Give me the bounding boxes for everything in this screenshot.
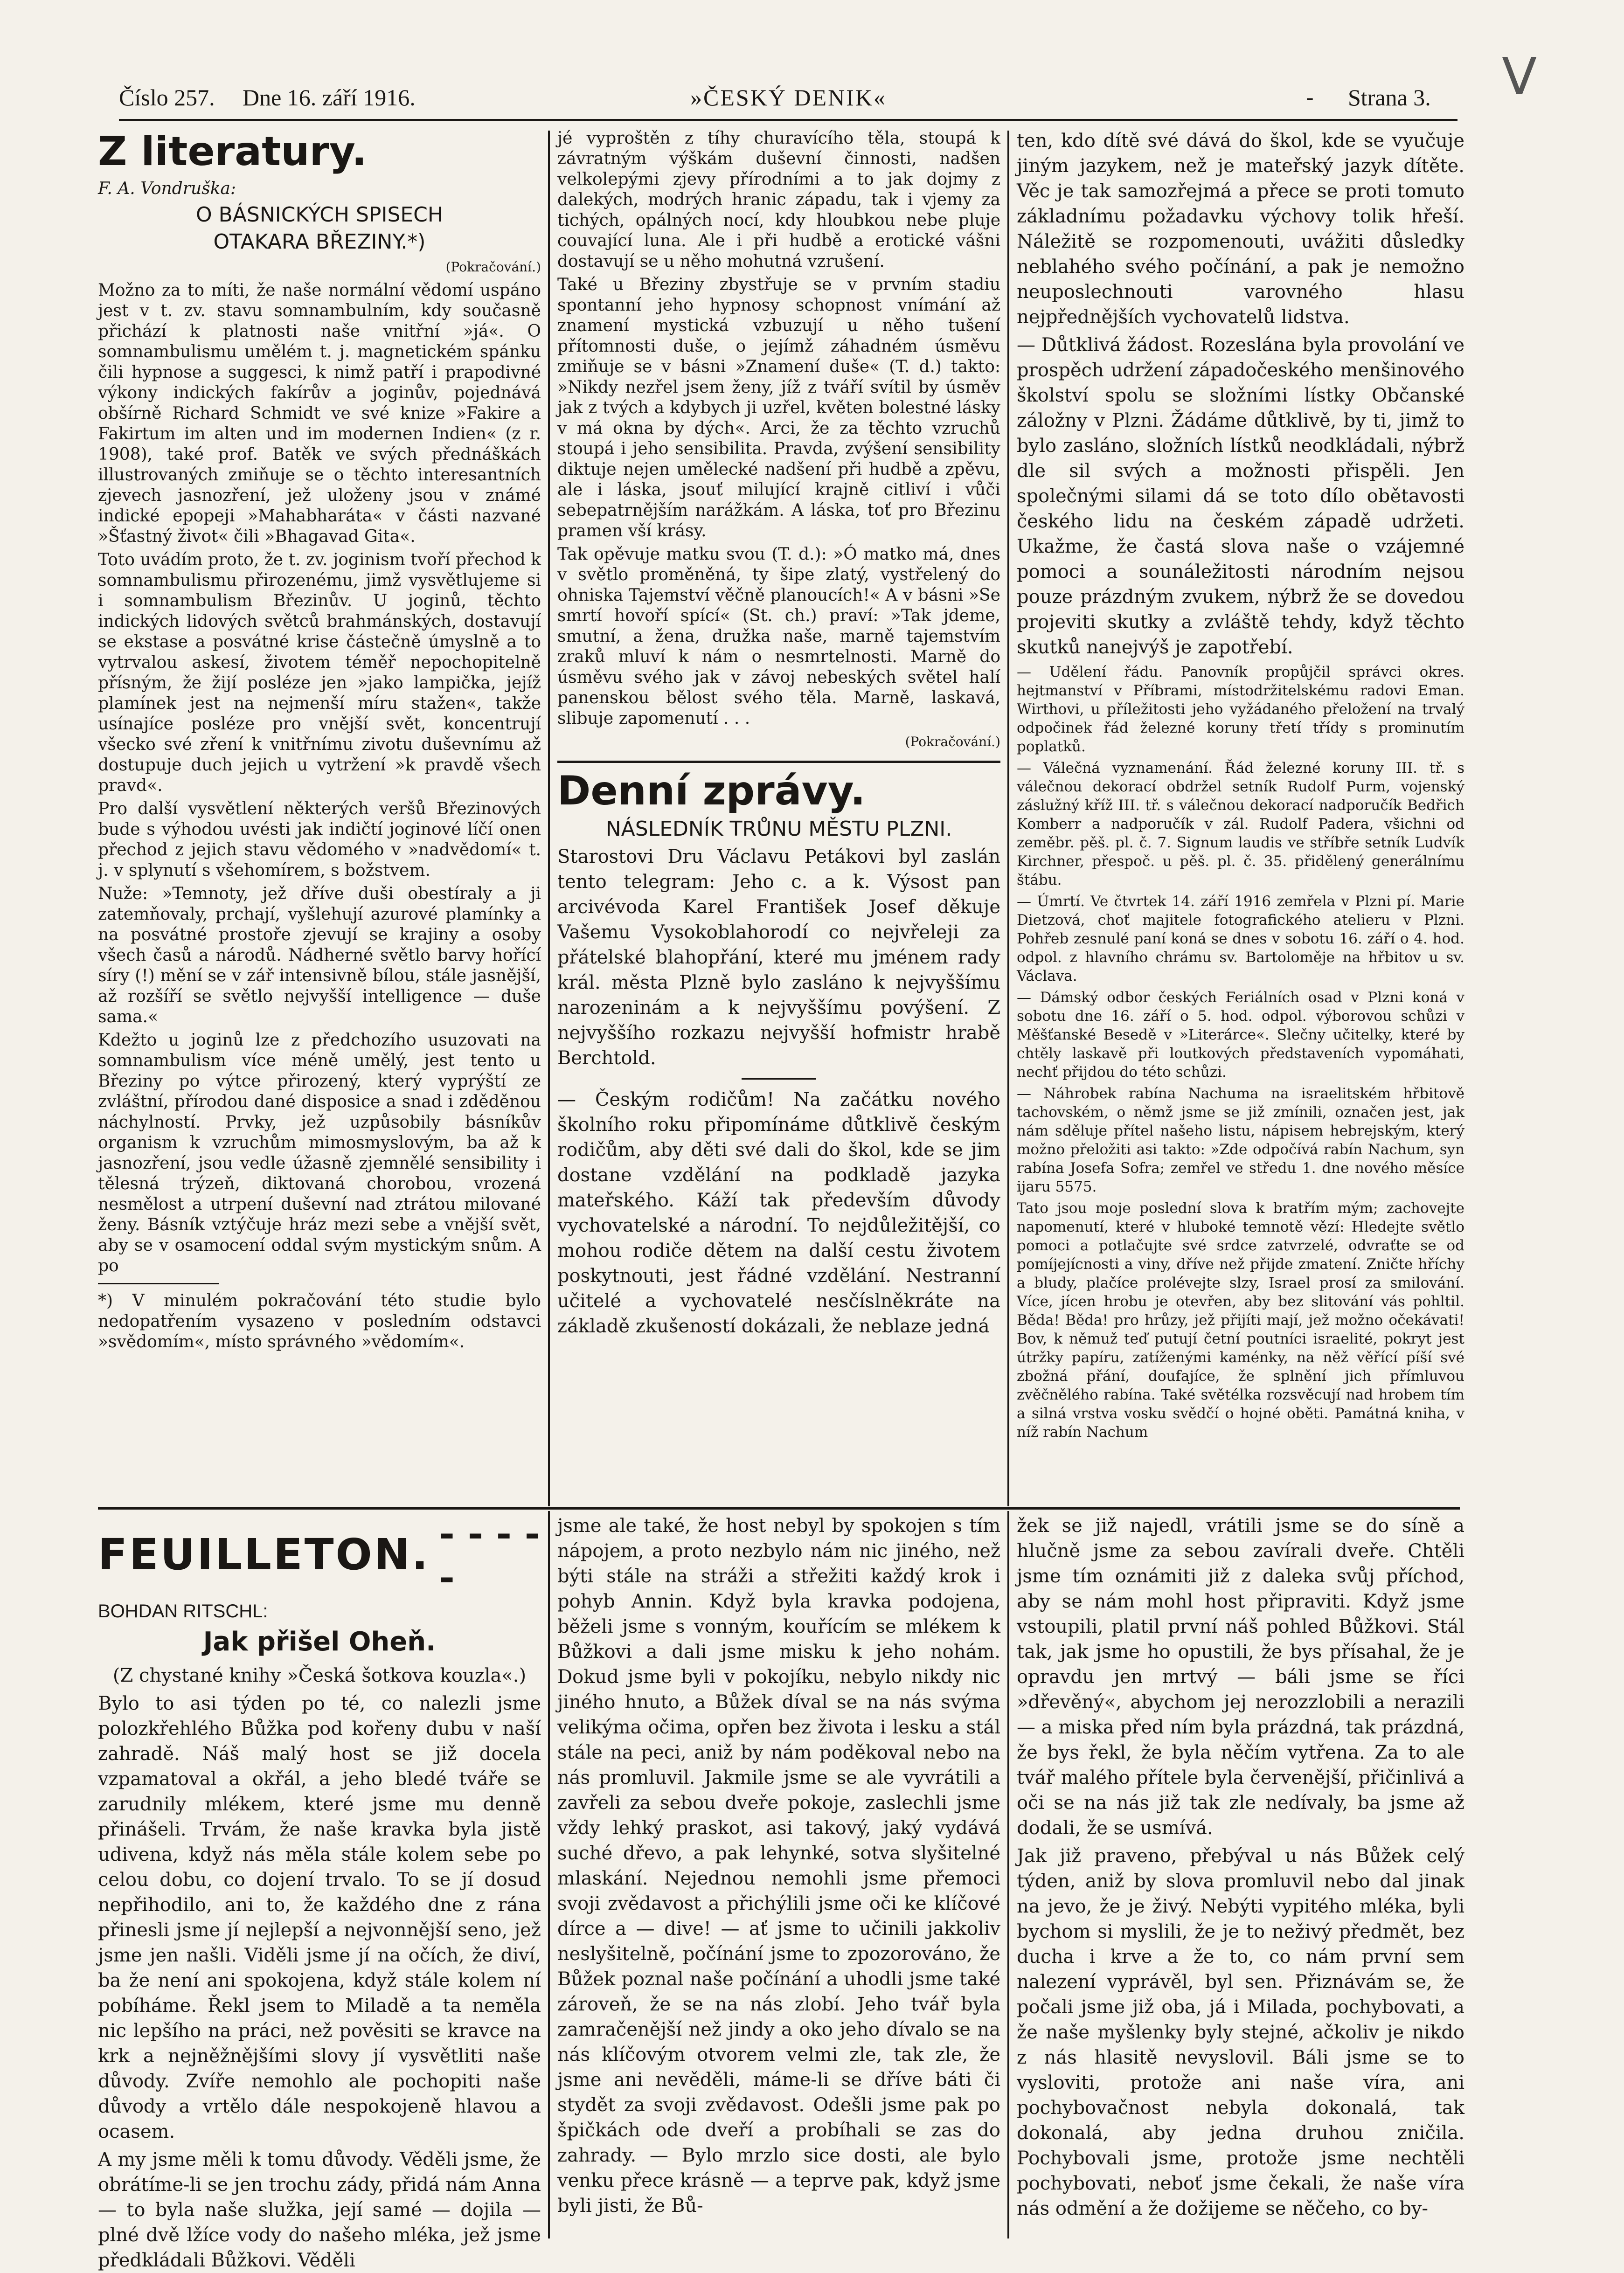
page-number: Strana 3. xyxy=(1348,84,1431,111)
literature-paragraph: Pro další vysvětlení některých veršů Březinových bude s výhodou uvésti jak indičtí joginové líčí onen přechod z jejich stavu vědomého v »nadvědomí« t. j. v splynutí s všehomírem, s božstvem. xyxy=(98,799,541,880)
feuilleton-dashes: - - - - - xyxy=(439,1511,541,1599)
article-author: F. A. Vondruška: xyxy=(98,179,236,198)
column-rule-4 xyxy=(1007,1511,1009,2238)
literature-paragraph: jé vyproštěn z tíhy churavícího těla, stoupá k závratným výškám duševní činnosti, nadšen velkolepými zjevy přírodními a to jak dojmy z dalekých, modrých hranic západu, tak i vjemy za tichých, opálných nocí, kdy hloubkou nebe pluje couvající luna. Ale i při hudbě a erotické vášni dostavují se u něho mohutná vzrušení. xyxy=(557,129,1000,271)
story-source: (Z chystané knihy »Česká šotkova kouzla«.) xyxy=(112,1665,527,1686)
story-paragraph: žek se již najedl, vrátili jsme se do síně a hlučně jsme za sebou zavírali dveře. Chtěli jsme tím oznámiti již z daleka svůj příchod, aby se nám mohl host připraviti. Když jsme vstoupili, platil první náš pohled Bůžkovi. Stál tak, jak jsme ho opustili, že bys přísahal, že je opravdu jen mrtvý — báli jsme se říci »dřevěný«, abychom jej nerozzlobili a nerazili — a miska před ním byla prázdná, tak prázdná, že bys řekl, že byla něčím vytřena. Za to ale tvář malého přítele byla červenější, přičinlivá a oči se na nás již tak zle nedívaly, ba jsme až dodali, že se usmívá. xyxy=(1017,1515,1464,1839)
continued-note: (Pokračování.) xyxy=(905,734,1000,749)
news-column-right xyxy=(1017,128,1464,1506)
header-rule xyxy=(119,119,1457,121)
news-item: — Udělení řádu. Panovník propůjčil správci okres. hejtmanství v Příbrami, místodržitelskému radovi Eman. Wirthovi, u příležitosti jeho vyžádaného přeložení na trvalý odpočinek řád železné koruny třetí třídy s prominutím poplatků. xyxy=(1017,664,1464,755)
header-dash: - xyxy=(1306,84,1314,111)
news-item: — Důtklivá žádost. Rozeslána byla provolání ve prospěch udržení západočeského menšinového školství spolu se složními lístky Občanské záložny v Plzni. Žádáme důtklivě, by ti, jimž to bylo zasláno, složních lístků neodkládali, nýbrž dle sil svých a možnosti přispěli. Jen společnými silami dá se toto dílo obětavosti českého lidu na českém západě udržeti. Ukažme, že častá slova naše o vzájemné pomoci a sounáležitosti národním nejsou pouze prázdným zvukem, nýbrž že se dovedou projeviti skutky a zvláště tehdy, když těchto skutků nanejvýš je zapotřebí. xyxy=(1017,334,1464,658)
feuilleton-title: FEUILLETON. xyxy=(98,1530,430,1580)
news-column xyxy=(557,128,1000,1506)
issue-number: Číslo 257. xyxy=(119,84,215,111)
news-divider xyxy=(742,1078,816,1080)
footnote-rule xyxy=(98,1283,219,1284)
section-title-news: Denní zprávy. xyxy=(557,768,866,814)
column-rule-3 xyxy=(548,1511,550,2238)
margin-mark: V xyxy=(1502,47,1537,106)
section-rule xyxy=(557,761,1000,763)
literature-paragraph: Možno za to míti, že naše normální vědomí uspáno jest v t. zv. stavu somnambulním, kdy současně přichází k platnosti naše vnitřní »já«. O somnambulismu umělém t. j. magnetickém spánku čili hypnose a suggesci, k nimž patří i prapodivné výkony indických fakírův a joginův, pojednává obšírně Richard Schmidt ve své knize »Fakire a Fakirtum im alten und im modernen Indien« (z r. 1908), také prof. Batěk ve svých přednáškách illustrovaných zmiňuje se o těchto interesantních zjevech jasnozření, jež uloženy jsou v známé indické epopeji »Mahabharáta« v části nazvané »Šťastný život« čili »Bhagavad Gita«. xyxy=(98,281,541,546)
news-title: NÁSLEDNÍK TRŮNU MĚSTU PLZNI. xyxy=(605,817,952,841)
feuilleton-column-1 xyxy=(98,1511,541,2271)
news-item: Tato jsou moje poslední slova k bratřím mým; zachovejte napomenutí, které v hluboké temnotě vězí: Hledejte světlo pomoci a potlačujte své srdce zatvrzelé, odvraťte se od pomíjejícnosti a viny, dříve než přijde zmatení. Zničte hříchy a bludy, plačíce prolévejte slzy, Israel prosí za smilování. Více, jícen hrobu je otevřen, aby bez slitování vás pohltil. Běda! Běda! pro hrůzy, jež přijíti mají, jež možno očekávati! Bov, k němuž teď putují četní poutníci israelité, pokryt jest útržky papíru, zatíženými kaménky, na něž věřící píší své zbožná přání, doufajíce, že splnění jich přímluvou zvěčnělého rabína. Také světélka rozsvěcují nad hrobem tím a silná vrstva vosku svědčí o hojné oběti. Památná kniha, v níž rabín Nachum xyxy=(1017,1200,1464,1441)
footnote: *) V minulém pokračování této studie bylo nedopatřením vysazeno v posledním odstavci »svědomím«, místo správného »vědomím«. xyxy=(98,1291,541,1351)
news-item: — Náhrobek rabína Nachuma na israelitském hřbitově tachovském, o němž jsme se již zmínili, označen jest, jak nám sděluje přítel našeho listu, nápisem hebrejským, který možno přeložiti asi takto: »Zde odpočívá rabín Nachum, syn rabína Josefa Sofra; zemřel ve středu 1. dne nového měsíce ijaru 5575. xyxy=(1017,1085,1464,1195)
story-paragraph: jsme ale také, že host nebyl by spokojen s tím nápojem, a proto nezbylo nám nic jiného, než býti stále na stráži a střežiti každý krok i pohyb Annin. Když byla kravka podojena, běželi jsme s vonným, kouřícím se mlékem k Bůžkovi a dali jsme misku k jeho nohám. Dokud jsme byli v pokojíku, nebylo nikdy nic jiného hnuto, a Bůžek díval se na nás svýma velikýma očima, opřen bez života i lesku a stál stále na peci, aniž by nám poděkoval nebo na nás promluvil. Jakmile jsme se ale vyvrátili a zavřeli za sebou dveře pokoje, zaslechli jsme vždy lehký praskot, asi takový, jaký vydává suché dřevo, a pak lehynké, sotva slyšitelné mlaskání. Nejednou nemohli jsme přemoci svoji zvědavost a přichýlili jsme oči ke klíčové dírce a — dive! — ať jsme to učinili jakkoliv neslyšitelně, počínání jsme to zpozorováno, že Bůžek poznal naše počínání a uhodli jsme také zároveň, že se na nás zlobí. Jeho tvář byla zamračenější než jindy a oko jeho dívalo se na nás klíčovým otvorem velmi zle, tak zle, že jsme ani nevěděli, máme-li se dříve báti či stydět za svoji zvědavost. Odešli jsme pak po špičkách ode dveří a probíhali se zas do zahrady. — Bylo mrzlo sice dosti, ale bylo venku přece krásně — a teprve pak, když jsme byli jisti, že Bů- xyxy=(557,1515,1000,2217)
masthead: »ČESKÝ DENIK« xyxy=(690,84,887,111)
issue-date: Dne 16. září 1916. xyxy=(243,84,416,111)
story-paragraph: Bylo to asi týden po té, co nalezli jsme polozkřehlého Bůžka pod kořeny dubu v naší zahradě. Náš malý host se již docela vzpamatoval a okřál, a jeho bledé tváře se zarudnily mlékem, které jsme mu denně přinášeli. Trvám, že naše kravka byla jistě udivena, když nás měla stále kolem sebe po celou dobu, co dojení trvalo. To se jí dosud nepřihodilo, ani to, že každého dne z rána přinesli jsme jí nejlepší a nejvonnější seno, jež jsme jen našli. Viděli jsme jí na očích, že diví, ba že není ani spokojena, když stále kolem ní pobíháme. Řekl jsem to Miladě a ta neměla nic lepšího na práci, než pověsiti se kravce na krk a nejněžnějšími slovy jí vysvětliti naše důvody. Zvíře nemohlo ale pochopiti naše důvody a vrtělo dále nespokojeně hlavou a ocasem. xyxy=(98,1693,541,2142)
story-author: BOHDAN RITSCHL: xyxy=(98,1601,268,1622)
column-rule-2 xyxy=(1007,131,1009,1506)
literature-paragraph: Kdežto u joginů lze z předchozího usuzovati na somnambulism více méně umělý, jest tento u Březiny po výtce přirozený, který vyprýští ze zvláštní, přírodou dané disposice a snad i zděděnou náchylností. Prvky, jež uzpůsobily básníkův organism k vzruchům mimosmyslovým, ba až k jasnozření, jsou vedle úžasně zjemnělé sensibility i tělesná trýzeň, diktovaná chorobou, vrozená nesmělost a utrpení duševní nad ztrátou milované ženy. Básník vztýčuje hráz mezi sebe a vnější svět, aby se v osamocení oddal svým mystickým snům. A po xyxy=(98,1031,541,1275)
news-item: — Válečná vyznamenání. Řád železné koruny III. tř. s válečnou dekorací obdržel setník Rudolf Purm, vojenský záslužný kříž III. tř. s válečnou dekorací nadporučík Bedřich Komberr a nadporučík v zál. Rudolf Padera, všichni od zeměbr. pěš. pl. č. 7. Signum laudis ve stříbře setník Ludvík Kirchner, přespoč. u pěš. pl. č. 35. přidělený generálnímu štábu. xyxy=(1017,760,1464,888)
feuilleton-column-3 xyxy=(1017,1513,1464,2241)
article-title-line1: O BÁSNICKÝCH SPISECH xyxy=(196,203,443,227)
literature-paragraph: Také u Březiny zbystřuje se v prvním stadiu spontanní jeho hypnosy schopnost vnímání až znamení mystická vzbuzují u něho tušení přítomnosti duše, o jejímž záhadném úsměvu zmiňuje se v básni »Znamení duše« (T. d.) takto: »Nikdy nezřel jsem ženy, jíž z tváří svítil by úsměv jak z tvých a kdybych ji uzřel, květen bolestné lásky v má okna by dých«. Arci, že za těchto vzruchů stoupá i jeho sensibilita. Pravda, zvýšení sensibility diktuje nejen umělecké nadšení při hudbě a zpěvu, ale i láska, jsouť milující krajně citliví i vůči sebepatrnějším narážkám. A láska, toť pro Březinu pramen vší krásy. xyxy=(557,275,1000,541)
news-item: — Dámský odbor českých Feriálních osad v Plzni koná v sobotu dne 16. září o 5. hod. odpol. výborovou schůzi v Měšťanské Besedě v »Literárce«. Slečny učitelky, které by chtěly laskavě při loutkových představeních vypomáhati, nechť přijdou do této schůzi. xyxy=(1017,989,1464,1081)
news-item: — Českým rodičům! Na začátku nového školního roku připomínáme důtklivě českým rodičům, aby děti své dali do škol, kde se jim dostane vzdělání na podkladě jazyka mateřského. Káží tak především důvody vychovatelské a národní. To nejdůležitější, co mohou rodiče dětem na další cestu životem poskytnouti, jest řádné vzdělání. Nestranní učitelé a vychovatelé nesčíslněkráte na základě zkušeností dokázali, že neblaze jedná xyxy=(557,1089,1000,1337)
section-title-literature: Z literatury. xyxy=(98,128,367,175)
story-title: Jak přišel Oheň. xyxy=(203,1627,436,1657)
literature-paragraph: Toto uvádím proto, že t. zv. joginism tvoří přechod k somnambulismu přirozenému, jimž vysvětlujeme si i somnambulism Březinův. U joginů, těchto indických lidových světců brahmánských, dostavují se ekstase a posvátné krise částečně úmyslně a to vytrvalou askesí, životem téměř nepochopitelně přísným, že žijí posléze jen »jako lampička, jejíž plamínek jest na nejmenší míru stažen«, takže usínajíce posléze pro vnější svět, koncentrují všecko své zření k vnitřnímu zivotu duševnímu až dostupuje duch jejich u vytržení »k pravdě všech pravd«. xyxy=(98,550,541,795)
news-item: ten, kdo dítě své dává do škol, kde se vyučuje jiným jazykem, než je mateřský jazyk dítěte. Věc je tak samozřejmá a přece se proti tomuto základnímu požadavku výchovy tolik hřeší. Náležitě se rozpomenouti, uvážiti důsledky neblahého svého počínání, a pak je nemožno neuposlechnouti varovného hlasu nejpřednějších vychovatelů lidstva. xyxy=(1017,130,1464,328)
literature-paragraph: Tak opěvuje matku svou (T. d.): »Ó matko má, dnes v světlo proměněná, ty šipe zlatý, vystřelený do ohniska Tajemství věčně planoucích!« A v básni »Se smrtí hovoří spící« (St. ch.) praví: »Tak jdeme, smutní, a žena, družka naše, marně tajemstvím zraků mluví k nám o nesmrtelnosti. Marně do úsměvu svého jak v závoj nebeských světel halí panenskou bělost svého těla. Marně, laskavá, slibuje zapomenutí . . . xyxy=(557,545,1000,728)
article-title-line2: OTAKARA BŘEZINY.*) xyxy=(213,230,426,254)
literature-paragraph: Nuže: »Temnoty, jež dříve duši obestíraly a ji zatemňovaly, prchají, vyšlehují azurové plamínky a na posvátné prostoře zjevují se krajiny a osoby všech časů a národů. Nádherné světlo barvy hořící síry (!) mění se v zář intensivně bílou, stále jasnější, až rozšíří se světlo nejvyšší intelligence — duše sama.« xyxy=(98,884,541,1026)
story-paragraph: A my jsme měli k tomu důvody. Věděli jsme, že obrátíme-li se jen trochu zády, přidá nám Anna — to byla naše služka, její samé — dojila — plné dvě lžíce vody do našeho mléka, jež jsme předkládali Bůžkovi. Věděli xyxy=(98,2149,541,2271)
column-rule-1 xyxy=(548,131,550,1506)
continued-note: (Pokračování.) xyxy=(445,259,541,275)
telegram-text: Starostovi Dru Václavu Petákovi byl zaslán tento telegram: Jeho c. a k. Výsost pan arcivévoda Karel František Josef děkuje Vašemu Vysokoblahorodí co nejvřeleji za přátelské blahopřání, které mu jménem rady král. města Plzně bylo zasláno k nejvyššímu narozeninám a k nejvyššímu povýšení. Z nejvyššího rozkazu nejvyšší hofmistr hrabě Berchtold. xyxy=(557,846,1000,1069)
feuilleton-column-2 xyxy=(557,1513,1000,2241)
literature-column xyxy=(98,128,541,1506)
news-item: — Úmrtí. Ve čtvrtek 14. září 1916 zemřela v Plzni pí. Marie Dietzová, choť majitele fotografického atelieru v Plzni. Pohřeb zesnulé paní koná se dnes v sobotu 16. září o 4. hod. odpol. z hlavního chrámu sv. Bartoloměje na hřbitov u sv. Václava. xyxy=(1017,893,1464,984)
story-paragraph: Jak již praveno, přebýval u nás Bůžek celý týden, aniž by slova promluvil nebo dal jinak na jevo, že je živý. Nebýti vypitého mléka, byli bychom si myslili, že je to neživý předmět, bez ducha i krve a že to, co nám první sem nalezení vyprávěl, byl sen. Přiznávám se, že počali jsme již oba, já i Milada, pochybovati, a že naše myšlenky byly stejné, ačkoliv je nikdo z nás hlasitě nevyslovil. Báli jsme se to vysloviti, protože ani naše víra, ani pochybovačnost nebyla dokonalá, tak dokonalá, aby jedna druhou zničila. Pochybovali jsme, protože jsme nechtěli pochybovati, neboť jsme čekali, že naše víra nás odmění a že dožijeme se něčeho, co by- xyxy=(1017,1845,1464,2219)
feuilleton-rule xyxy=(98,1507,1460,1510)
